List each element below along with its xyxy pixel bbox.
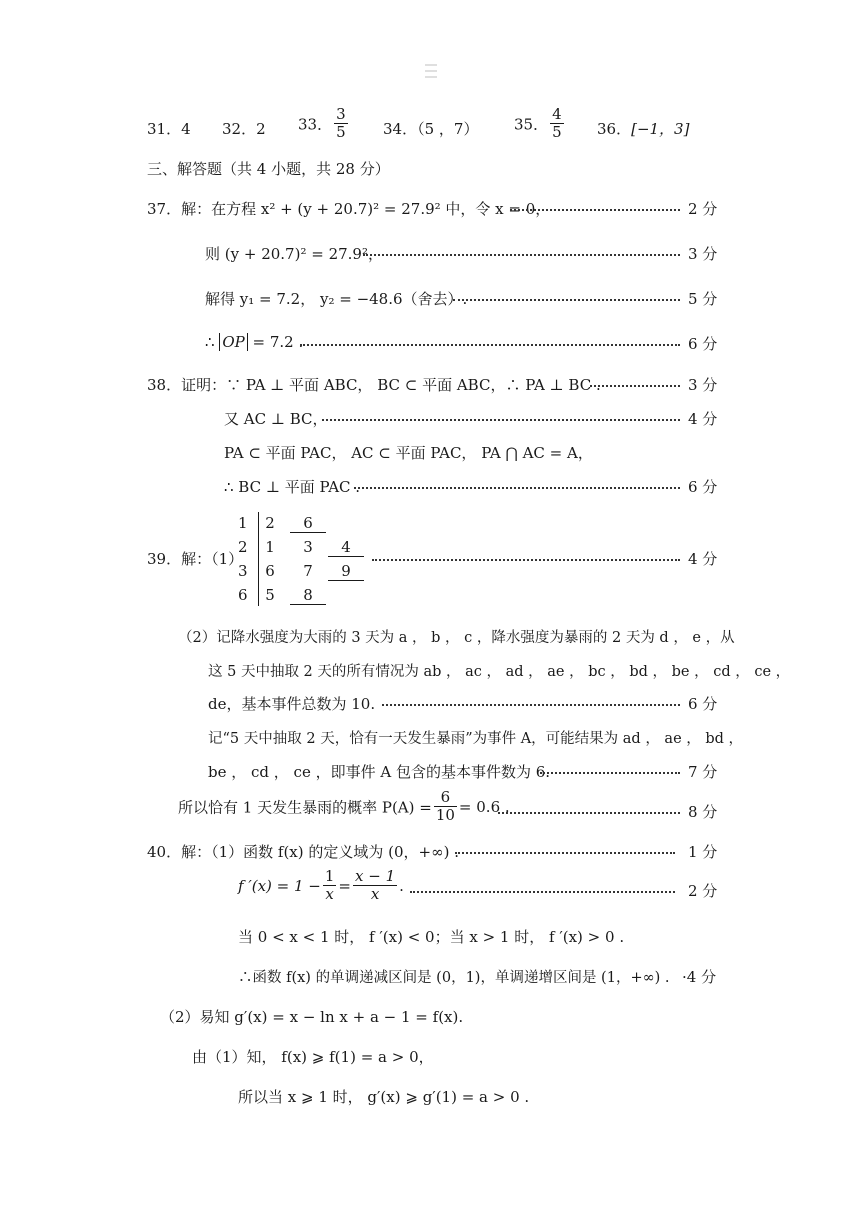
q38-line1: 38．证明：∵ PA ⊥ 平面 ABC， BC ⊂ 平面 ABC，∴ PA ⊥ BC .: [147, 376, 601, 394]
fraction-denominator: x: [325, 885, 334, 904]
dot-leader: [455, 846, 675, 854]
fraction-numerator: 1: [324, 867, 335, 885]
leaf: 5: [265, 586, 275, 604]
dot-leader: [363, 248, 680, 256]
answer-36: [597, 118, 689, 139]
answer-33-fraction: [334, 106, 348, 142]
leaf: 6: [265, 562, 275, 580]
q39-p2-line5: be ， cd ， ce ，即事件 A 包含的基本事件数为 6.: [208, 763, 551, 781]
dot-leader: [498, 806, 680, 814]
dot-leader: [410, 885, 675, 893]
q40-equals: =: [338, 876, 351, 895]
q40-p2-line2: 由（1）知， f(x) ⩾ f(1) = a > 0，: [192, 1048, 434, 1066]
q38-score-2: 4 分: [688, 410, 718, 428]
q40-score-1: 1 分: [688, 843, 718, 861]
q40-deriv-prefix: f ′(x) = 1 −: [238, 876, 321, 895]
q40-period: .: [399, 876, 404, 895]
q38-line4: ∴ BC ⊥ 平面 PAC .: [224, 478, 361, 496]
dot-leader: [510, 203, 680, 211]
q39-p2-line1: （2）记降水强度为大雨的 3 天为 a ， b ， c ，降水强度为暴雨的 2 天为 d ， e ，从: [178, 630, 735, 646]
q37-line4: [205, 333, 303, 351]
q37-score-1: 2 分: [688, 200, 718, 218]
therefore-symbol: ∴: [205, 333, 215, 351]
q40-line1: 40．解：（1）函数 f(x) 的定义域为 (0，+∞) .: [147, 843, 459, 861]
dot-leader: [590, 379, 680, 387]
leaf: 7: [303, 562, 313, 580]
dot-leader: [300, 338, 680, 346]
q38-score-1: 3 分: [688, 376, 718, 394]
fraction-numerator: 3: [336, 105, 346, 123]
stem: 1: [238, 514, 248, 532]
stem: 6: [238, 586, 248, 604]
leaf: 4: [328, 538, 364, 557]
answer-33: [298, 106, 350, 142]
stem: 2: [238, 538, 248, 556]
q38-line2: 又 AC ⊥ BC，: [224, 410, 328, 428]
q39-prob-prefix: 所以恰有 1 天发生暴雨的概率 P(A) =: [178, 798, 432, 817]
fraction-denominator: x: [370, 885, 380, 904]
q39-p2-line3: de，基本事件总数为 10.: [208, 695, 376, 713]
fraction-denominator: 5: [552, 123, 562, 142]
q40-line2: [238, 868, 404, 904]
answer-31: 31．4: [147, 120, 191, 138]
q39-prob-suffix: = 0.6 .: [458, 797, 510, 816]
answer-35: [514, 106, 566, 142]
q39-label: 39．解：（1）: [147, 550, 244, 568]
q37-score-2: 3 分: [688, 245, 718, 263]
dot-leader: [354, 481, 680, 489]
fraction-denominator: 5: [336, 123, 346, 142]
dot-leader: [372, 553, 680, 561]
q37-line2: 则 (y + 20.7)² = 27.9²，: [205, 245, 383, 263]
leaf: 3: [303, 538, 313, 556]
q37-score-4: 6 分: [688, 335, 718, 353]
q40-p2-line1: （2）易知 g′(x) = x − ln x + a − 1 = f(x).: [160, 1008, 464, 1026]
q39-score-4: 8 分: [688, 803, 718, 821]
q39-score-3: 7 分: [688, 763, 718, 781]
watermark-icon: [424, 62, 438, 82]
q37-line3: 解得 y₁ = 7.2， y₂ = −48.6（舍去）.: [205, 290, 468, 308]
q39-p2-line2: 这 5 天中抽取 2 天的所有情况为 ab ， ac ， ad ， ae ， bc ， bd ， be ， cd ， ce ，: [208, 664, 791, 680]
q37-line1: 37．解：在方程 x² + (y + 20.7)² = 27.9² 中，令 x = 0，: [147, 200, 551, 218]
leaf: 8: [290, 586, 326, 605]
q39-p2-line4: 记“5 天中抽取 2 天，恰有一天发生暴雨”为事件 A，可能结果为 ad ， ae ， bd ，: [208, 731, 744, 747]
abs-op: OP: [219, 333, 247, 351]
q39-score-1: 4 分: [688, 550, 718, 568]
q37-score-3: 5 分: [688, 290, 718, 308]
dot-leader: [453, 293, 680, 301]
q39-score-2: 6 分: [688, 695, 718, 713]
leaf: 9: [328, 562, 364, 581]
stem: 3: [238, 562, 248, 580]
q40-line4: ∴函数 f(x) 的单调递减区间是 (0，1)，单调递增区间是 (1，+∞) .: [238, 970, 670, 986]
q40-score-4: ·4 分: [682, 968, 717, 986]
answer-35-fraction: [550, 106, 564, 142]
fraction-denominator: 10: [435, 806, 455, 825]
fraction-numerator: 4: [552, 105, 562, 123]
fraction-numerator: x − 1: [355, 867, 396, 885]
dot-leader: [540, 766, 680, 774]
leaf: 1: [265, 538, 275, 556]
answer-36-interval: [−1，3]: [631, 120, 690, 138]
q40-line3: 当 0 < x < 1 时， f ′(x) < 0；当 x > 1 时， f ′(x) > 0 .: [238, 928, 625, 946]
q37-line4-suffix: = 7.2 .: [252, 333, 304, 351]
q40-p2-line3: 所以当 x ⩾ 1 时， g′(x) ⩾ g′(1) = a > 0 .: [238, 1088, 530, 1106]
answer-32: 32．2: [222, 120, 266, 138]
q38-score-4: 6 分: [688, 478, 718, 496]
q40-fraction-2: [353, 868, 397, 904]
leaf: 6: [290, 514, 326, 533]
q38-line3: PA ⊂ 平面 PAC， AC ⊂ 平面 PAC， PA ⋂ AC = A，: [224, 444, 593, 462]
dot-leader: [382, 698, 680, 706]
q39-p2-line6: [178, 789, 510, 825]
q40-score-2: 2 分: [688, 882, 718, 900]
answer-34: 34．（5 ，7）: [383, 120, 479, 138]
answer-36-prefix: 36．: [597, 120, 632, 138]
leaf: 2: [265, 514, 275, 532]
section-title: 三、解答题（共 4 小题，共 28 分）: [147, 160, 390, 178]
dot-leader: [322, 413, 680, 421]
q39-prob-fraction: [434, 789, 457, 825]
fraction-numerator: 6: [434, 789, 457, 807]
answer-35-prefix: 35．: [514, 115, 549, 134]
answer-33-prefix: 33．: [298, 115, 333, 134]
q40-fraction-1: [323, 868, 337, 904]
